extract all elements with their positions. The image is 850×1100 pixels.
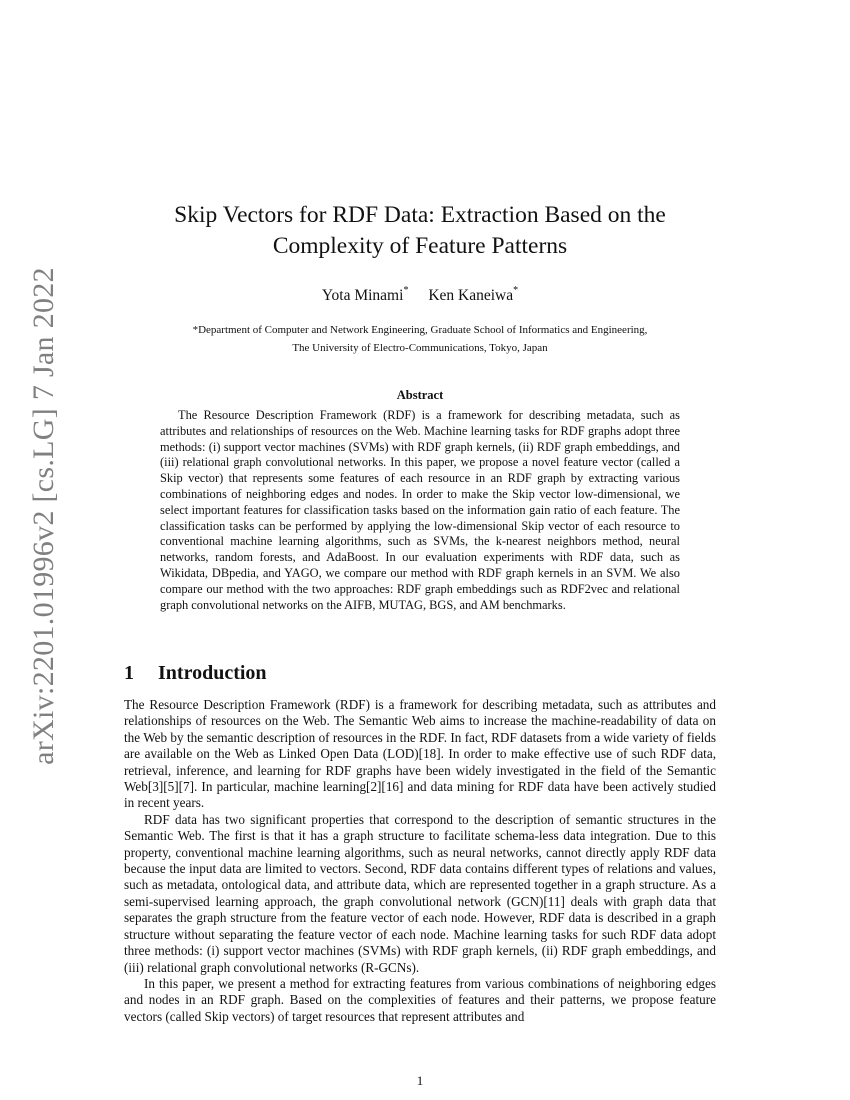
paragraph-2: RDF data has two significant properties that correspond to the description of semantic structures in the Semantic Web. The first is that it has a graph structure to facilitate schema-less data integration. Due to this property, conventional machine learning algorithms, such as neural networks, cannot directly apply RDF data because the input data are limited to vectors. Second, RDF data contains different types of relations and values, such as metadata, ontological data, and attribute data, which are represented together in a graph structure. As a semi-supervised learning approach, the graph convolutional network (GCN)[11] deals with graph data that separates the graph structure from the feature vector of each node. However, RDF data is described in a graph structure without separating the feature vector of each node. Machine learning tasks for such RDF data adopt three methods: (i) support vector machines (SVMs) with RDF graph kernels, (ii) RDF graph embeddings, and (iii) relational graph convolutional networks (R-GCNs). bbox=[124, 811, 716, 975]
paper-title-line-1: Skip Vectors for RDF Data: Extraction Based on the bbox=[174, 202, 666, 228]
author-1 bbox=[322, 287, 409, 304]
affiliation bbox=[120, 321, 720, 357]
affiliation-line-1: *Department of Computer and Network Engineering, Graduate School of Informatics and Engineering, bbox=[192, 324, 648, 336]
affiliation-line-2: The University of Electro-Communications, Tokyo, Japan bbox=[292, 342, 548, 354]
paper-title-line-2: Complexity of Feature Patterns bbox=[272, 233, 568, 259]
arxiv-identifier-text: arXiv:2201.01996v2 [cs.LG] 7 Jan 2022 bbox=[27, 267, 60, 765]
paper-title bbox=[120, 200, 720, 262]
author-2 bbox=[428, 287, 518, 304]
abstract-heading: Abstract bbox=[396, 388, 444, 402]
section-title: Introduction bbox=[158, 662, 267, 684]
author-1-name: Yota Minami bbox=[321, 287, 404, 304]
author-list bbox=[120, 287, 720, 305]
paragraph-1: The Resource Description Framework (RDF) is a framework for describing metadata, such as attributes and relationships of resources on the Web. The Semantic Web aims to increase the machine-readability of data on the Web by the semantic description of resources in the RDF. In fact, RDF datasets from a wide variety of fields are available on the Web as Linked Open Data (LOD)[18]. In order to make effective use of such RDF data, retrieval, inference, and learning for RDF graphs have been widely investigated in the field of the Semantic Web[3][5][7]. In particular, machine learning[2][16] and data mining for RDF data have been actively studied in recent years. bbox=[124, 697, 716, 811]
author-2-affiliation-mark: * bbox=[513, 285, 519, 296]
section-number: 1 bbox=[124, 662, 134, 684]
abstract-text: The Resource Description Framework (RDF) is a framework for describing metadata, such as attributes and relationships of resources on the Web. Machine learning tasks for RDF graphs adopt three methods: (i) support vector machines (SVMs) with RDF graph kernels, (ii) RDF graph embeddings, and (iii) relational graph convolutional networks. In this paper, we propose a novel feature vector (called a Skip vector) that represents some features of each resource in an RDF graph by extracting various combinations of neighboring edges and nodes. In order to make the Skip vector low-dimensional, we select important features for classification tasks based on the information gain ratio of each feature. The classification tasks can be performed by applying the low-dimensional Skip vector of each resource to conventional machine learning algorithms, such as SVMs, the k-nearest neighbors method, neural networks, random forests, and AdaBoost. In our evaluation experiments with RDF data, such as Wikidata, DBpedia, and YAGO, we compare our method with RDF graph kernels in an SVM. We also compare our method with the two approaches: RDF graph embeddings such as RDF2vec and relational graph convolutional networks on the AIFB, MUTAG, BGS, and AM benchmarks. bbox=[160, 408, 680, 612]
introduction-body bbox=[124, 697, 716, 1025]
paragraph-3: In this paper, we present a method for extracting features from various combinations of neighboring edges and nodes in an RDF graph. Based on the complexities of features and their patterns, we propose feature vectors (called Skip vectors) of target resources that represent attributes and bbox=[124, 975, 716, 1024]
author-2-name: Ken Kaneiwa bbox=[428, 287, 514, 304]
arxiv-identifier-stamp bbox=[0, 0, 100, 1100]
section-heading bbox=[124, 662, 267, 685]
author-1-affiliation-mark: * bbox=[403, 285, 409, 296]
page-number: 1 bbox=[416, 1073, 424, 1088]
